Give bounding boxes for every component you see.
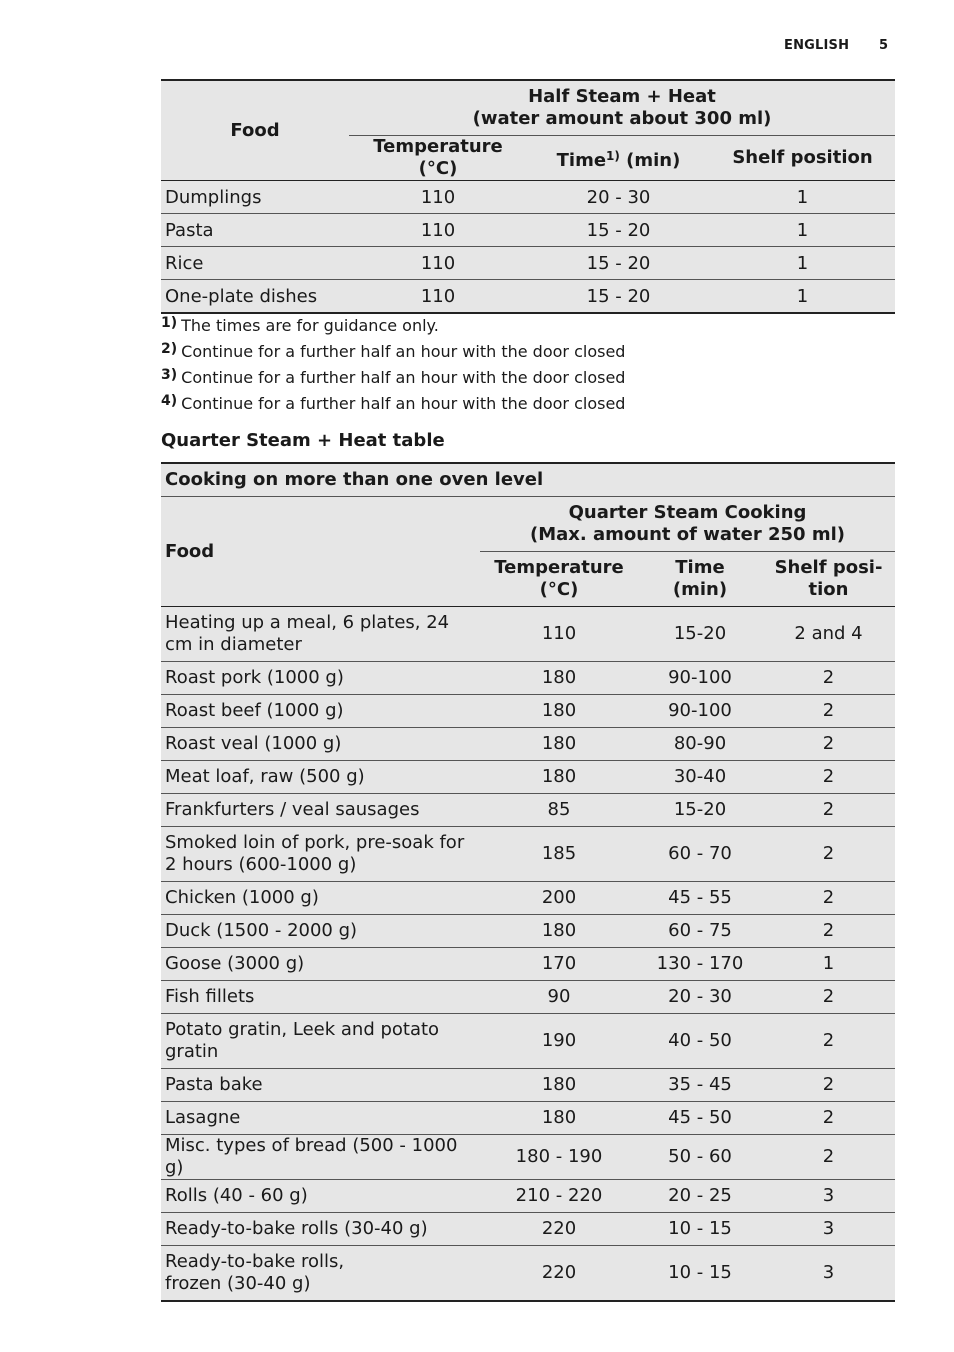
food-cell [161,827,480,882]
group-header-line1: Quarter Steam Cooking [568,502,807,523]
temperature-cell: 180 [480,1069,638,1102]
footnote-mark: 1) [161,315,178,331]
quarter-steam-table [161,462,895,1302]
food-line1: Fish fillets [165,986,255,1007]
time-column-header [527,136,710,181]
food-line2: gratin [165,1041,219,1062]
table-row [161,915,895,948]
section-title: Quarter Steam + Heat table [161,430,445,451]
shelf-cell: 3 [762,1246,895,1302]
temperature-cell: 180 [480,1102,638,1135]
shelf-cell: 2 [762,915,895,948]
footnote [161,310,625,336]
food-cell [161,662,480,695]
food-cell [161,1102,480,1135]
table-row [161,1246,895,1302]
footnote [161,336,625,362]
food-cell [161,728,480,761]
temperature-cell: 110 [349,181,527,214]
shelf-cell: 2 [762,1069,895,1102]
half-steam-table [161,79,895,314]
shelf-cell: 1 [762,948,895,981]
temperature-cell: 170 [480,948,638,981]
shelf-cell: 2 [762,1014,895,1069]
group-header-line2: (Max. amount of water 250 ml) [530,524,845,545]
food-line1: Frankfurters / veal sausages [165,799,420,820]
temperature-cell: 90 [480,981,638,1014]
food-line1: Roast pork (1000 g) [165,667,344,688]
table-row [161,948,895,981]
time-cell: 40 - 50 [638,1014,762,1069]
time-cell: 15 - 20 [527,214,710,247]
group-header-line2: (water amount about 300 ml) [472,108,772,129]
time-header-suffix: (min) [619,149,681,171]
food-cell [161,794,480,827]
food-line1: Smoked loin of pork, pre-soak for [165,832,465,853]
food-line1: Heating up a meal, 6 plates, 24 [165,612,450,633]
shelf-cell: 2 [762,695,895,728]
table-row [161,662,895,695]
table-row [161,280,895,314]
table-row [161,247,895,280]
footnotes [161,310,625,414]
time-cell: 45 - 55 [638,882,762,915]
time-cell: 50 - 60 [638,1135,762,1180]
temperature-column-header [480,552,638,607]
temperature-cell: 210 - 220 [480,1180,638,1213]
time-cell: 130 - 170 [638,948,762,981]
food-cell [161,1069,480,1102]
shelf-cell: 2 [762,882,895,915]
temperature-cell: 110 [480,607,638,662]
temperature-column-header: Temperature (°C) [349,136,527,181]
temperature-cell: 110 [349,280,527,314]
time-cell: 20 - 30 [638,981,762,1014]
time-footnote-ref: 1) [606,148,620,163]
food-line1: Ready-to-bake rolls, [165,1251,345,1272]
table-row [161,1069,895,1102]
table-row [161,607,895,662]
shelf-cell: 2 [762,728,895,761]
temperature-cell: 185 [480,827,638,882]
food-cell [161,761,480,794]
shelf-cell: 1 [710,280,895,314]
shelf-column-header [762,552,895,607]
table-row [161,794,895,827]
food-cell: Dumplings [161,181,349,214]
table-row [161,827,895,882]
temperature-cell: 190 [480,1014,638,1069]
food-cell [161,1180,480,1213]
temperature-cell: 180 [480,761,638,794]
food-cell [161,1014,480,1069]
food-cell: Pasta [161,214,349,247]
food-cell: One-plate dishes [161,280,349,314]
page-number: 5 [879,38,889,53]
food-line1: Roast veal (1000 g) [165,733,342,754]
food-line1: Ready-to-bake rolls (30-40 g) [165,1218,428,1239]
time-cell: 15-20 [638,607,762,662]
time-column-header [638,552,762,607]
footnote-text: Continue for a further half an hour with the door closed [181,368,626,387]
time-header-line2: (min) [672,579,728,600]
food-line1: Rolls (40 - 60 g) [165,1185,308,1206]
language-label: ENGLISH [784,38,850,53]
food-line1: Chicken (1000 g) [165,887,319,908]
footnote [161,362,625,388]
table-row [161,882,895,915]
temperature-cell: 220 [480,1246,638,1302]
food-cell [161,915,480,948]
footnote-text: Continue for a further half an hour with the door closed [181,342,626,361]
shelf-cell: 2 [762,1135,895,1180]
food-column-header: Food [165,540,215,562]
shelf-cell: 2 and 4 [762,607,895,662]
footnote-text: Continue for a further half an hour with the door closed [181,394,626,413]
shelf-cell: 1 [710,214,895,247]
food-line2: 2 hours (600-1000 g) [165,854,357,875]
table-row [161,981,895,1014]
food-cell [161,981,480,1014]
table-row [161,181,895,214]
shelf-cell: 3 [762,1180,895,1213]
time-cell: 10 - 15 [638,1213,762,1246]
food-cell [161,948,480,981]
time-header-prefix: Time [556,149,607,171]
shelf-cell: 2 [762,662,895,695]
time-cell: 60 - 75 [638,915,762,948]
shelf-header-line1: Shelf posi- [774,557,883,578]
shelf-column-header: Shelf position [710,136,895,181]
table-row [161,728,895,761]
food-line1: Potato gratin, Leek and potato [165,1019,440,1040]
food-cell [161,695,480,728]
table-row [161,1213,895,1246]
temperature-cell: 180 [480,915,638,948]
table-row [161,1014,895,1069]
temperature-cell: 110 [349,214,527,247]
group-header [480,497,895,552]
time-cell: 30-40 [638,761,762,794]
food-line1: Lasagne [165,1107,241,1128]
time-cell: 15-20 [638,794,762,827]
footnote-mark: 2) [161,341,178,357]
food-line2: cm in diameter [165,634,302,655]
food-line1: Duck (1500 - 2000 g) [165,920,358,941]
food-line1: Pasta bake [165,1074,263,1095]
food-cell [161,882,480,915]
food-line2: frozen (30-40 g) [165,1273,311,1294]
time-cell: 60 - 70 [638,827,762,882]
food-cell: Rice [161,247,349,280]
time-cell: 15 - 20 [527,280,710,314]
food-cell [161,607,480,662]
table-row [161,761,895,794]
temperature-cell: 180 - 190 [480,1135,638,1180]
time-header-line1: Time [675,557,725,578]
temperature-cell: 180 [480,662,638,695]
footnote-mark: 3) [161,367,178,383]
food-line1: Roast beef (1000 g) [165,700,344,721]
footnote-mark: 4) [161,393,178,409]
time-cell: 90-100 [638,662,762,695]
table-row [161,695,895,728]
temperature-cell: 180 [480,728,638,761]
shelf-cell: 2 [762,827,895,882]
cooking-level-header: Cooking on more than one oven level [161,463,895,497]
table-row [161,214,895,247]
shelf-cell: 2 [762,981,895,1014]
temperature-header-line1: Temperature [494,557,624,578]
temperature-cell: 180 [480,695,638,728]
temperature-cell: 200 [480,882,638,915]
shelf-cell: 1 [710,247,895,280]
time-cell: 15 - 20 [527,247,710,280]
temperature-header-line2: (°C) [539,579,579,600]
temperature-cell: 110 [349,247,527,280]
shelf-cell: 1 [710,181,895,214]
table-row [161,1135,895,1180]
shelf-cell: 2 [762,794,895,827]
group-header-line1: Half Steam + Heat [528,86,716,107]
time-cell: 20 - 25 [638,1180,762,1213]
food-cell [161,1246,480,1302]
temperature-cell: 220 [480,1213,638,1246]
footnote [161,388,625,414]
shelf-cell: 2 [762,761,895,794]
food-line1: Goose (3000 g) [165,953,305,974]
time-cell: 90-100 [638,695,762,728]
table-row [161,1180,895,1213]
table-row [161,1102,895,1135]
group-header [349,80,895,136]
food-line1: Misc. types of bread (500 - 1000 g) [165,1135,458,1178]
food-cell [161,1135,480,1180]
temperature-cell: 85 [480,794,638,827]
time-cell: 20 - 30 [527,181,710,214]
time-cell: 35 - 45 [638,1069,762,1102]
shelf-cell: 3 [762,1213,895,1246]
footnote-text: The times are for guidance only. [181,316,439,335]
shelf-header-line2: tion [808,579,849,600]
time-cell: 10 - 15 [638,1246,762,1302]
food-line1: Meat loaf, raw (500 g) [165,766,365,787]
time-cell: 45 - 50 [638,1102,762,1135]
food-column-header: Food [230,119,280,141]
time-cell: 80-90 [638,728,762,761]
shelf-cell: 2 [762,1102,895,1135]
food-cell [161,1213,480,1246]
